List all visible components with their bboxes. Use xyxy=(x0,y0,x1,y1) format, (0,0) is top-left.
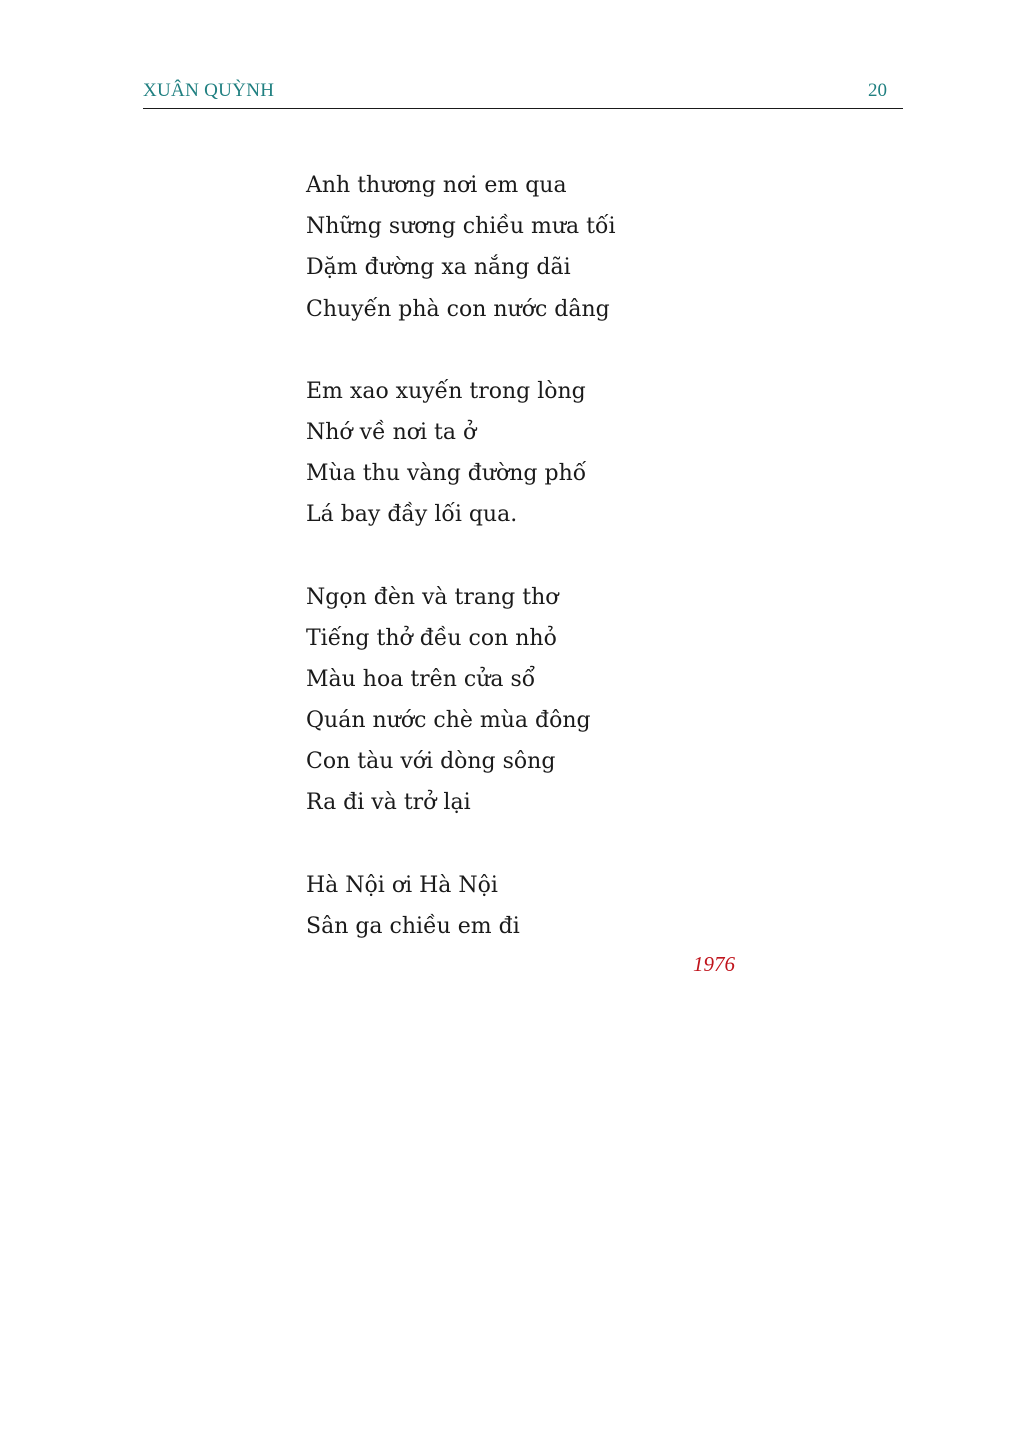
poem-line: Anh thương nơi em qua xyxy=(306,173,567,198)
page-number: 20 xyxy=(868,80,887,101)
poem-line: Tiếng thở đều con nhỏ xyxy=(306,625,557,651)
poem-date: 1976 xyxy=(693,952,735,976)
poem-line: Ngọn đèn và trang thơ xyxy=(306,584,559,610)
poem-line: Màu hoa trên cửa sổ xyxy=(306,666,536,692)
poem-line: Những sương chiều mưa tối xyxy=(306,214,616,240)
poem-line: Lá bay đầy lối qua. xyxy=(306,502,518,528)
stanza-2 xyxy=(306,371,806,536)
poem-line: Mùa thu vàng đường phố xyxy=(306,461,587,487)
poem-line: Quán nước chè mùa đông xyxy=(306,708,591,734)
poem-line: Con tàu với dòng sông xyxy=(306,749,556,775)
stanza-3 xyxy=(306,577,806,824)
poem-line: Nhớ về nơi ta ở xyxy=(306,419,477,445)
poem-line: Ra đi và trở lại xyxy=(306,790,471,816)
poem-line: Em xao xuyến trong lòng xyxy=(306,378,586,404)
header-author: XUÂN QUỲNH xyxy=(143,80,275,101)
poem-body xyxy=(306,165,806,988)
stanza-1 xyxy=(306,165,806,330)
stanza-4 xyxy=(306,865,806,947)
poem-line: Dặm đường xa nắng dãi xyxy=(306,255,571,281)
poem-line: Sân ga chiều em đi xyxy=(306,913,520,939)
poem-line: Hà Nội ơi Hà Nội xyxy=(306,872,498,898)
running-header xyxy=(143,78,903,109)
poem-line: Chuyến phà con nước dâng xyxy=(306,296,610,322)
